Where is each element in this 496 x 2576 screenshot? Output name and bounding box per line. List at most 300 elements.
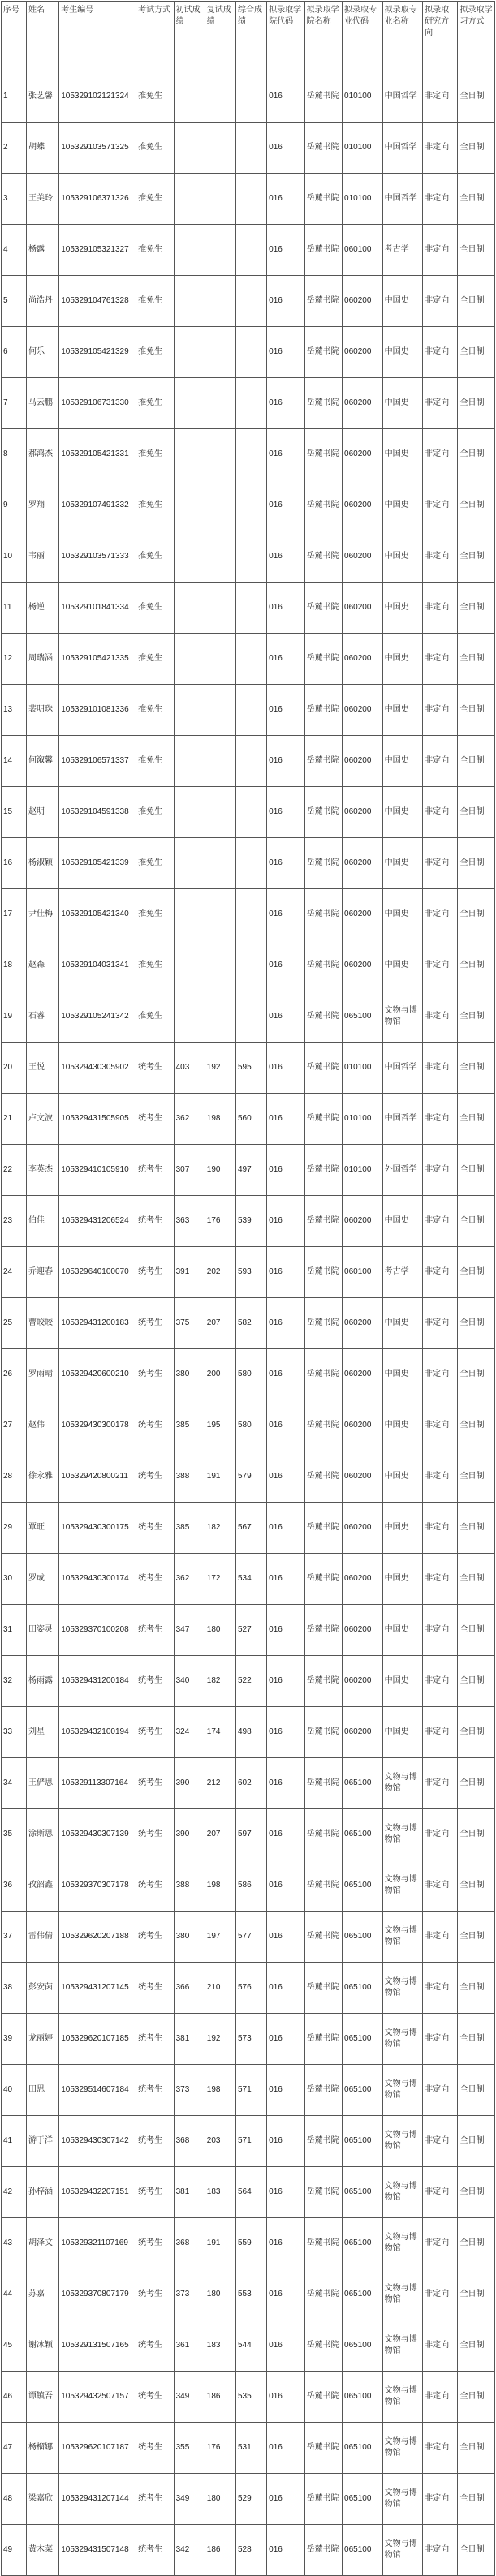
table-row	[2, 429, 495, 480]
cell-col-major-name: 文物与博物馆	[382, 2474, 423, 2525]
cell-col-total-score	[235, 531, 266, 583]
cell-col-college-code: 016	[267, 2167, 304, 2218]
table-row	[2, 1145, 495, 1196]
cell-col-prelim-score: 380	[174, 1912, 205, 1963]
cell-col-study-mode: 全日制	[458, 2423, 495, 2474]
cell-col-prelim-score: 385	[174, 1400, 205, 1451]
cell-col-seq: 27	[2, 1400, 27, 1451]
cell-col-exam-type: 推免生	[136, 174, 174, 225]
cell-col-college-code: 016	[267, 1400, 304, 1451]
cell-col-exam-type: 推免生	[136, 378, 174, 429]
cell-col-major-code: 060200	[343, 378, 383, 429]
cell-col-college-code: 016	[267, 889, 304, 940]
cell-col-seq: 11	[2, 583, 27, 634]
cell-col-study-mode: 全日制	[458, 2474, 495, 2525]
cell-col-college-code: 016	[267, 1605, 304, 1656]
cell-col-college-name: 岳麓书院	[304, 327, 342, 378]
cell-col-exam-type: 推免生	[136, 736, 174, 787]
cell-col-college-code: 016	[267, 2218, 304, 2269]
cell-col-major-code: 060200	[343, 889, 383, 940]
cell-col-name: 涂斯思	[26, 1809, 58, 1860]
cell-col-total-score: 593	[235, 1247, 266, 1298]
cell-col-major-code: 060100	[343, 225, 383, 276]
cell-col-total-score	[235, 480, 266, 531]
cell-col-study-mode: 全日制	[458, 940, 495, 991]
cell-col-total-score: 528	[235, 2525, 266, 2576]
cell-col-retest-score: 203	[205, 2116, 235, 2167]
cell-col-exam-id: 105329430300178	[59, 1400, 136, 1451]
table-row	[2, 2116, 495, 2167]
cell-col-name: 赵伟	[26, 1400, 58, 1451]
cell-col-seq: 17	[2, 889, 27, 940]
cell-col-college-code: 016	[267, 276, 304, 327]
cell-col-direction: 非定向	[423, 2014, 458, 2065]
header-col-seq: 序号	[2, 2, 27, 71]
cell-col-college-code: 016	[267, 2065, 304, 2116]
cell-col-major-code: 060200	[343, 583, 383, 634]
table-row	[2, 736, 495, 787]
cell-col-major-code: 065100	[343, 991, 383, 1043]
cell-col-study-mode: 全日制	[458, 889, 495, 940]
cell-col-major-code: 065100	[343, 2423, 383, 2474]
cell-col-total-score: 577	[235, 1912, 266, 1963]
cell-col-major-name: 中国史	[382, 1656, 423, 1707]
cell-col-major-code: 060200	[343, 1349, 383, 1400]
cell-col-exam-id: 105329620107187	[59, 2423, 136, 2474]
cell-col-direction: 非定向	[423, 1912, 458, 1963]
cell-col-prelim-score	[174, 583, 205, 634]
cell-col-prelim-score	[174, 634, 205, 685]
cell-col-study-mode: 全日制	[458, 2116, 495, 2167]
cell-col-study-mode: 全日制	[458, 1196, 495, 1247]
cell-col-college-name: 岳麓书院	[304, 1298, 342, 1349]
cell-col-direction: 非定向	[423, 2116, 458, 2167]
cell-col-exam-id: 105329430307142	[59, 2116, 136, 2167]
cell-col-study-mode: 全日制	[458, 1247, 495, 1298]
cell-col-name: 罗翔	[26, 480, 58, 531]
cell-col-major-name: 中国哲学	[382, 123, 423, 174]
table-row	[2, 1247, 495, 1298]
cell-col-major-name: 中国史	[382, 1196, 423, 1247]
cell-col-major-code: 060200	[343, 1196, 383, 1247]
cell-col-seq: 18	[2, 940, 27, 991]
cell-col-college-code: 016	[267, 1656, 304, 1707]
cell-col-prelim-score	[174, 685, 205, 736]
cell-col-total-score	[235, 940, 266, 991]
cell-col-college-code: 016	[267, 1094, 304, 1145]
table-row	[2, 2372, 495, 2423]
cell-col-exam-id: 105329105321327	[59, 225, 136, 276]
cell-col-exam-id: 105329104031341	[59, 940, 136, 991]
cell-col-seq: 42	[2, 2167, 27, 2218]
cell-col-college-name: 岳麓书院	[304, 2372, 342, 2423]
cell-col-name: 苏嘉	[26, 2269, 58, 2320]
table-row	[2, 1605, 495, 1656]
cell-col-prelim-score: 373	[174, 2269, 205, 2320]
cell-col-direction: 非定向	[423, 1656, 458, 1707]
cell-col-retest-score	[205, 225, 235, 276]
cell-col-total-score: 597	[235, 1809, 266, 1860]
cell-col-college-name: 岳麓书院	[304, 2218, 342, 2269]
cell-col-study-mode: 全日制	[458, 2014, 495, 2065]
cell-col-college-name: 岳麓书院	[304, 838, 342, 889]
cell-col-major-name: 文物与博物馆	[382, 2423, 423, 2474]
cell-col-seq: 15	[2, 787, 27, 838]
cell-col-direction: 非定向	[423, 889, 458, 940]
cell-col-college-name: 岳麓书院	[304, 1605, 342, 1656]
cell-col-major-code: 010100	[343, 1145, 383, 1196]
cell-col-prelim-score: 363	[174, 1196, 205, 1247]
cell-col-name: 罗雨晴	[26, 1349, 58, 1400]
cell-col-prelim-score: 381	[174, 2014, 205, 2065]
cell-col-seq: 22	[2, 1145, 27, 1196]
cell-col-college-name: 岳麓书院	[304, 1247, 342, 1298]
cell-col-retest-score: 190	[205, 1145, 235, 1196]
cell-col-direction: 非定向	[423, 480, 458, 531]
header-col-prelim-score: 初试成绩	[174, 2, 205, 71]
cell-col-direction: 非定向	[423, 1809, 458, 1860]
cell-col-exam-type: 统考生	[136, 1554, 174, 1605]
cell-col-name: 胡蝶	[26, 123, 58, 174]
cell-col-major-code: 060200	[343, 327, 383, 378]
cell-col-seq: 46	[2, 2372, 27, 2423]
cell-col-study-mode: 全日制	[458, 1963, 495, 2014]
cell-col-direction: 非定向	[423, 991, 458, 1043]
cell-col-total-score: 497	[235, 1145, 266, 1196]
table-row	[2, 1451, 495, 1503]
cell-col-direction: 非定向	[423, 2218, 458, 2269]
cell-col-major-code: 010100	[343, 71, 383, 123]
cell-col-major-name: 文物与博物馆	[382, 2218, 423, 2269]
cell-col-exam-id: 105329431200184	[59, 1656, 136, 1707]
cell-col-college-code: 016	[267, 1758, 304, 1809]
cell-col-major-name: 中国史	[382, 1707, 423, 1758]
cell-col-retest-score: 174	[205, 1707, 235, 1758]
cell-col-retest-score	[205, 634, 235, 685]
table-row	[2, 1963, 495, 2014]
cell-col-exam-type: 统考生	[136, 2269, 174, 2320]
cell-col-total-score: 522	[235, 1656, 266, 1707]
cell-col-prelim-score: 375	[174, 1298, 205, 1349]
cell-col-exam-type: 推免生	[136, 429, 174, 480]
cell-col-direction: 非定向	[423, 276, 458, 327]
cell-col-direction: 非定向	[423, 1554, 458, 1605]
cell-col-prelim-score: 388	[174, 1451, 205, 1503]
cell-col-study-mode: 全日制	[458, 2320, 495, 2372]
cell-col-prelim-score: 391	[174, 1247, 205, 1298]
cell-col-exam-type: 统考生	[136, 1451, 174, 1503]
cell-col-total-score	[235, 685, 266, 736]
cell-col-exam-type: 统考生	[136, 2474, 174, 2525]
cell-col-retest-score	[205, 940, 235, 991]
cell-col-college-code: 016	[267, 1554, 304, 1605]
cell-col-major-code: 060200	[343, 1451, 383, 1503]
cell-col-name: 石睿	[26, 991, 58, 1043]
cell-col-direction: 非定向	[423, 1094, 458, 1145]
cell-col-prelim-score	[174, 327, 205, 378]
cell-col-seq: 33	[2, 1707, 27, 1758]
cell-col-major-code: 060200	[343, 736, 383, 787]
cell-col-major-code: 065100	[343, 1860, 383, 1912]
cell-col-study-mode: 全日制	[458, 2269, 495, 2320]
table-row	[2, 327, 495, 378]
cell-col-prelim-score: 366	[174, 1963, 205, 2014]
cell-col-major-name: 中国史	[382, 1298, 423, 1349]
cell-col-exam-type: 统考生	[136, 2218, 174, 2269]
cell-col-exam-type: 推免生	[136, 583, 174, 634]
cell-col-name: 尚浩丹	[26, 276, 58, 327]
cell-col-study-mode: 全日制	[458, 685, 495, 736]
cell-col-college-name: 岳麓书院	[304, 1554, 342, 1605]
cell-col-total-score: 534	[235, 1554, 266, 1605]
cell-col-study-mode: 全日制	[458, 1400, 495, 1451]
cell-col-study-mode: 全日制	[458, 71, 495, 123]
cell-col-exam-id: 105329431200183	[59, 1298, 136, 1349]
table-row	[2, 889, 495, 940]
cell-col-college-code: 016	[267, 1809, 304, 1860]
cell-col-college-code: 016	[267, 1043, 304, 1094]
cell-col-exam-id: 105329102121324	[59, 71, 136, 123]
cell-col-retest-score	[205, 174, 235, 225]
cell-col-study-mode: 全日制	[458, 1298, 495, 1349]
cell-col-exam-id: 105329420800211	[59, 1451, 136, 1503]
cell-col-major-name: 外国哲学	[382, 1145, 423, 1196]
cell-col-college-name: 岳麓书院	[304, 1963, 342, 2014]
cell-col-major-code: 060200	[343, 1503, 383, 1554]
cell-col-exam-type: 推免生	[136, 940, 174, 991]
cell-col-name: 伯佳	[26, 1196, 58, 1247]
cell-col-major-name: 文物与博物馆	[382, 1963, 423, 2014]
cell-col-study-mode: 全日制	[458, 838, 495, 889]
cell-col-name: 卢文波	[26, 1094, 58, 1145]
cell-col-prelim-score	[174, 787, 205, 838]
cell-col-college-code: 016	[267, 634, 304, 685]
cell-col-college-code: 016	[267, 1298, 304, 1349]
cell-col-seq: 38	[2, 1963, 27, 2014]
table-row	[2, 2423, 495, 2474]
cell-col-retest-score	[205, 480, 235, 531]
cell-col-major-name: 文物与博物馆	[382, 991, 423, 1043]
cell-col-retest-score	[205, 991, 235, 1043]
cell-col-study-mode: 全日制	[458, 327, 495, 378]
cell-col-name: 胡泽文	[26, 2218, 58, 2269]
cell-col-total-score	[235, 327, 266, 378]
cell-col-college-name: 岳麓书院	[304, 1503, 342, 1554]
header-col-major-name: 拟录取专业名称	[382, 2, 423, 71]
cell-col-college-name: 岳麓书院	[304, 2423, 342, 2474]
cell-col-major-code: 065100	[343, 2474, 383, 2525]
cell-col-college-name: 岳麓书院	[304, 2525, 342, 2576]
cell-col-total-score: 576	[235, 1963, 266, 2014]
cell-col-total-score	[235, 634, 266, 685]
cell-col-college-code: 016	[267, 2269, 304, 2320]
cell-col-total-score: 564	[235, 2167, 266, 2218]
cell-col-exam-type: 统考生	[136, 1349, 174, 1400]
cell-col-total-score: 582	[235, 1298, 266, 1349]
cell-col-prelim-score: 324	[174, 1707, 205, 1758]
cell-col-exam-id: 105329321107169	[59, 2218, 136, 2269]
cell-col-retest-score: 180	[205, 1605, 235, 1656]
cell-col-major-name: 文物与博物馆	[382, 1860, 423, 1912]
table-row	[2, 480, 495, 531]
cell-col-prelim-score	[174, 276, 205, 327]
cell-col-study-mode: 全日制	[458, 1094, 495, 1145]
cell-col-major-name: 考古学	[382, 225, 423, 276]
cell-col-direction: 非定向	[423, 634, 458, 685]
cell-col-study-mode: 全日制	[458, 1349, 495, 1400]
table-row	[2, 2167, 495, 2218]
cell-col-college-code: 016	[267, 1145, 304, 1196]
cell-col-direction: 非定向	[423, 1196, 458, 1247]
cell-col-exam-type: 推免生	[136, 225, 174, 276]
cell-col-major-name: 中国哲学	[382, 1094, 423, 1145]
cell-col-seq: 26	[2, 1349, 27, 1400]
cell-col-exam-type: 统考生	[136, 1605, 174, 1656]
cell-col-name: 郝鸿杰	[26, 429, 58, 480]
cell-col-exam-type: 统考生	[136, 1043, 174, 1094]
table-row	[2, 1809, 495, 1860]
header-col-major-code: 拟录取专业代码	[343, 2, 383, 71]
cell-col-college-code: 016	[267, 1963, 304, 2014]
cell-col-name: 杨逆	[26, 583, 58, 634]
cell-col-exam-type: 统考生	[136, 1400, 174, 1451]
cell-col-major-code: 065100	[343, 2269, 383, 2320]
cell-col-seq: 39	[2, 2014, 27, 2065]
cell-col-exam-type: 统考生	[136, 2525, 174, 2576]
cell-col-name: 孙梓涵	[26, 2167, 58, 2218]
header-col-exam-type: 考试方式	[136, 2, 174, 71]
cell-col-seq: 44	[2, 2269, 27, 2320]
cell-col-major-name: 文物与博物馆	[382, 2167, 423, 2218]
cell-col-direction: 非定向	[423, 2167, 458, 2218]
header-col-study-mode: 拟录取学习方式	[458, 2, 495, 71]
cell-col-seq: 21	[2, 1094, 27, 1145]
cell-col-major-code: 060200	[343, 1656, 383, 1707]
cell-col-major-code: 065100	[343, 1809, 383, 1860]
table-row	[2, 531, 495, 583]
cell-col-major-name: 中国史	[382, 889, 423, 940]
cell-col-major-code: 010100	[343, 1043, 383, 1094]
cell-col-college-name: 岳麓书院	[304, 940, 342, 991]
cell-col-exam-id: 105329105421331	[59, 429, 136, 480]
cell-col-retest-score	[205, 889, 235, 940]
cell-col-major-code: 065100	[343, 2065, 383, 2116]
cell-col-exam-type: 推免生	[136, 787, 174, 838]
cell-col-college-name: 岳麓书院	[304, 378, 342, 429]
cell-col-college-code: 016	[267, 480, 304, 531]
cell-col-exam-id: 105329620207188	[59, 1912, 136, 1963]
cell-col-seq: 2	[2, 123, 27, 174]
cell-col-retest-score: 198	[205, 2065, 235, 2116]
cell-col-study-mode: 全日制	[458, 1145, 495, 1196]
cell-col-study-mode: 全日制	[458, 1605, 495, 1656]
cell-col-retest-score: 192	[205, 1043, 235, 1094]
cell-col-retest-score: 182	[205, 1503, 235, 1554]
cell-col-direction: 非定向	[423, 2320, 458, 2372]
cell-col-total-score: 559	[235, 2218, 266, 2269]
cell-col-study-mode: 全日制	[458, 1758, 495, 1809]
cell-col-study-mode: 全日制	[458, 276, 495, 327]
cell-col-name: 刘星	[26, 1707, 58, 1758]
cell-col-direction: 非定向	[423, 838, 458, 889]
cell-col-major-name: 中国史	[382, 1400, 423, 1451]
cell-col-total-score: 560	[235, 1094, 266, 1145]
cell-col-study-mode: 全日制	[458, 378, 495, 429]
cell-col-major-code: 010100	[343, 123, 383, 174]
cell-col-name: 彭安茵	[26, 1963, 58, 2014]
cell-col-direction: 非定向	[423, 2423, 458, 2474]
table-row	[2, 1400, 495, 1451]
cell-col-major-name: 中国史	[382, 685, 423, 736]
cell-col-exam-type: 统考生	[136, 1963, 174, 2014]
cell-col-seq: 5	[2, 276, 27, 327]
cell-col-name: 杨榴娜	[26, 2423, 58, 2474]
cell-col-name: 谢冰颖	[26, 2320, 58, 2372]
cell-col-retest-score	[205, 327, 235, 378]
cell-col-college-name: 岳麓书院	[304, 174, 342, 225]
cell-col-seq: 45	[2, 2320, 27, 2372]
cell-col-major-name: 中国史	[382, 1503, 423, 1554]
cell-col-direction: 非定向	[423, 736, 458, 787]
cell-col-name: 何乐	[26, 327, 58, 378]
cell-col-major-code: 060200	[343, 1400, 383, 1451]
cell-col-college-name: 岳麓书院	[304, 2065, 342, 2116]
cell-col-seq: 20	[2, 1043, 27, 1094]
cell-col-direction: 非定向	[423, 2474, 458, 2525]
cell-col-college-name: 岳麓书院	[304, 787, 342, 838]
cell-col-direction: 非定向	[423, 1451, 458, 1503]
cell-col-college-name: 岳麓书院	[304, 1400, 342, 1451]
cell-col-major-code: 060100	[343, 1247, 383, 1298]
cell-col-exam-type: 推免生	[136, 889, 174, 940]
table-row	[2, 2269, 495, 2320]
cell-col-college-code: 016	[267, 174, 304, 225]
cell-col-exam-id: 105329431505905	[59, 1094, 136, 1145]
cell-col-college-name: 岳麓书院	[304, 480, 342, 531]
cell-col-study-mode: 全日制	[458, 1554, 495, 1605]
cell-col-major-name: 文物与博物馆	[382, 1758, 423, 1809]
cell-col-name: 周瑞涵	[26, 634, 58, 685]
table-row	[2, 2525, 495, 2576]
cell-col-study-mode: 全日制	[458, 1809, 495, 1860]
cell-col-major-name: 中国史	[382, 634, 423, 685]
cell-col-college-code: 016	[267, 736, 304, 787]
cell-col-major-code: 060200	[343, 685, 383, 736]
cell-col-college-name: 岳麓书院	[304, 634, 342, 685]
cell-col-major-name: 中国史	[382, 940, 423, 991]
cell-col-major-code: 060200	[343, 531, 383, 583]
cell-col-total-score: 571	[235, 2065, 266, 2116]
cell-col-exam-id: 105329105241342	[59, 991, 136, 1043]
cell-col-name: 雷伟倩	[26, 1912, 58, 1963]
table-row	[2, 1196, 495, 1247]
cell-col-total-score: 580	[235, 1349, 266, 1400]
cell-col-name: 杨雨露	[26, 1656, 58, 1707]
cell-col-total-score: 573	[235, 2014, 266, 2065]
cell-col-direction: 非定向	[423, 1349, 458, 1400]
cell-col-prelim-score: 340	[174, 1656, 205, 1707]
cell-col-college-name: 岳麓书院	[304, 71, 342, 123]
cell-col-college-code: 016	[267, 1349, 304, 1400]
cell-col-direction: 非定向	[423, 2065, 458, 2116]
cell-col-study-mode: 全日制	[458, 2372, 495, 2423]
cell-col-college-code: 016	[267, 1912, 304, 1963]
cell-col-retest-score: 192	[205, 2014, 235, 2065]
cell-col-name: 韦丽	[26, 531, 58, 583]
cell-col-exam-id: 105329432507157	[59, 2372, 136, 2423]
table-row	[2, 1503, 495, 1554]
table-row	[2, 1043, 495, 1094]
